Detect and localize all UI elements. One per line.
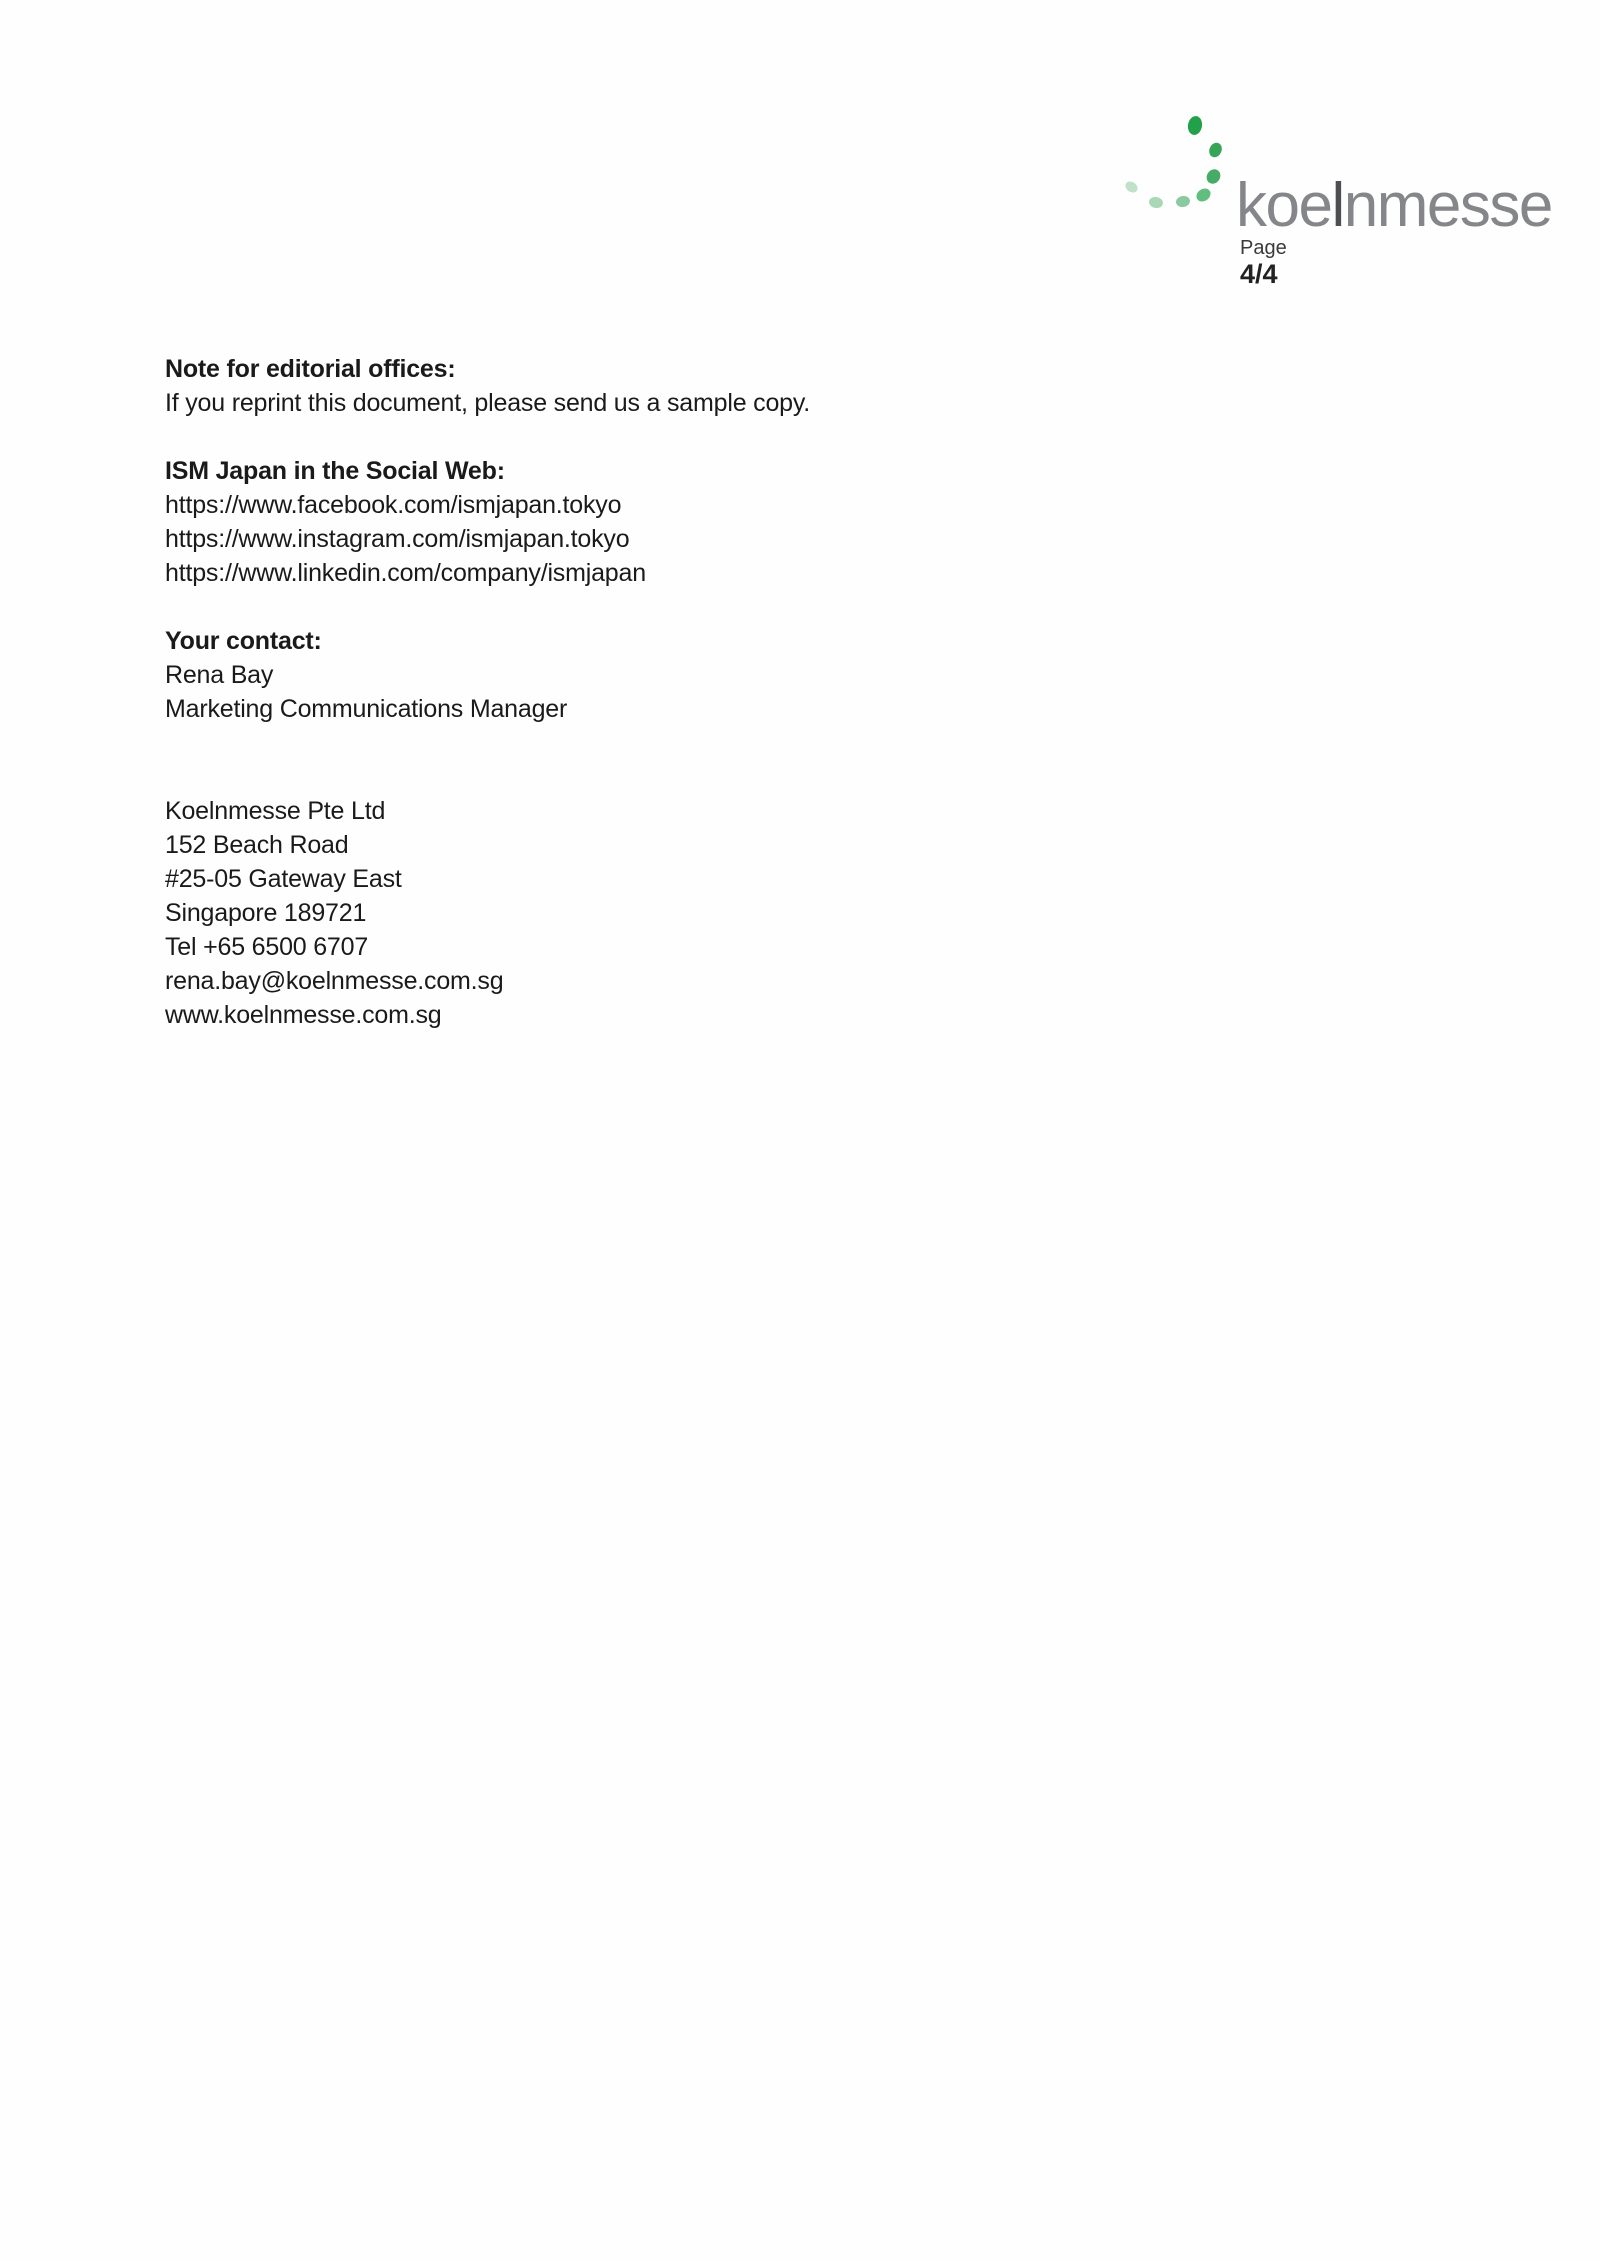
editorial-note-line: If you reprint this document, please send us a sample copy. [165, 389, 811, 417]
contact-section [165, 624, 1265, 726]
editorial-note-section [165, 352, 1265, 420]
contact-heading: Your contact: [165, 627, 322, 655]
address-street: 152 Beach Road [165, 831, 349, 859]
company-name: Koelnmesse Pte Ltd [165, 797, 386, 825]
address-city: Singapore 189721 [165, 899, 367, 927]
social-web-section [165, 454, 1265, 590]
page-number: 4/4 [1240, 259, 1278, 289]
logo-dot [1207, 141, 1224, 160]
editorial-note-heading: Note for editorial offices: [165, 355, 456, 383]
logo-dot [1186, 115, 1203, 136]
letter-body [165, 352, 1265, 1032]
facebook-link[interactable]: https://www.facebook.com/ismjapan.tokyo [165, 491, 622, 519]
linkedin-link[interactable]: https://www.linkedin.com/company/ismjapan [165, 559, 646, 587]
address-section [165, 794, 1265, 1032]
address-unit: #25-05 Gateway East [165, 865, 402, 893]
social-web-heading: ISM Japan in the Social Web: [165, 457, 505, 485]
logo-dot [1123, 179, 1139, 195]
wordmark-accent: l [1331, 171, 1344, 240]
email-link[interactable]: rena.bay@koelnmesse.com.sg [165, 967, 504, 995]
wordmark-pre: koe [1236, 171, 1332, 240]
phone-number: Tel +65 6500 6707 [165, 933, 369, 961]
instagram-link[interactable]: https://www.instagram.com/ismjapan.tokyo [165, 525, 630, 553]
logo-dot [1148, 196, 1164, 209]
koelnmesse-dots-icon [1118, 98, 1240, 216]
website-link[interactable]: www.koelnmesse.com.sg [165, 1001, 442, 1029]
logo-dot [1204, 167, 1223, 187]
contact-title: Marketing Communications Manager [165, 695, 568, 723]
wordmark-post: nmesse [1343, 171, 1552, 240]
page-label: Page [1240, 237, 1287, 259]
logo-dot [1194, 186, 1213, 204]
contact-name: Rena Bay [165, 661, 274, 689]
koelnmesse-wordmark [1236, 171, 1552, 240]
logo-dot [1175, 195, 1191, 208]
